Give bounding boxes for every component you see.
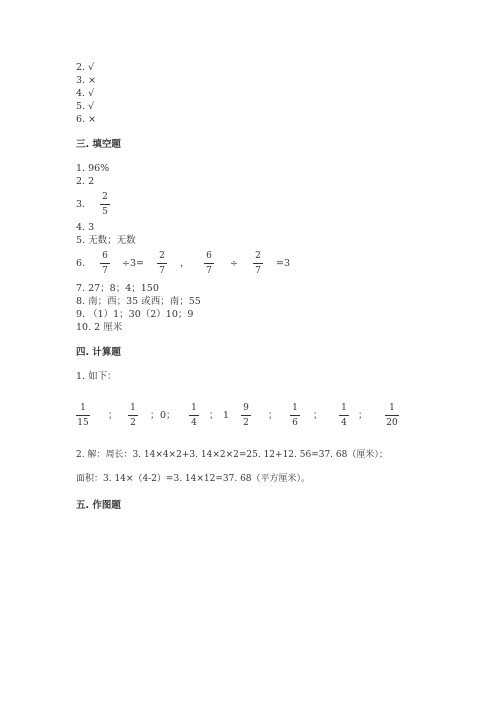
fill-answer-6-fraction-3: [204, 251, 214, 276]
fraction-numerator: 2: [255, 251, 261, 261]
fill-answer-1: 1. 96%: [76, 163, 110, 174]
fraction-bar: [100, 204, 110, 205]
separator: ；: [108, 410, 118, 421]
fraction-numerator: 1: [389, 403, 395, 413]
calc-fraction-7: [385, 403, 399, 428]
fill-answer-4: 4. 3: [76, 222, 95, 233]
fill-answer-9: 9. （1）1；30（2）10；9: [76, 309, 194, 320]
calc-fraction-6: [339, 403, 349, 428]
fill-answer-5: 5. 无数；无数: [76, 235, 136, 246]
fraction-numerator: 1: [130, 403, 136, 413]
judge-answer-5: 5. √: [76, 101, 95, 112]
fraction-denominator: 2: [243, 418, 249, 428]
equals-3-text: =3: [276, 258, 291, 269]
judge-answer-6: 6. ×: [76, 114, 97, 125]
fill-answer-6-label: 6.: [76, 258, 86, 269]
separator: ；: [209, 410, 219, 421]
separator: ；: [313, 410, 323, 421]
fraction-numerator: 1: [292, 403, 298, 413]
section-5-title: 五. 作图题: [76, 500, 121, 511]
fraction-bar: [253, 263, 263, 264]
fraction-bar: [204, 263, 214, 264]
fraction-denominator: 15: [77, 418, 89, 428]
judge-answer-2: 2. √: [76, 62, 95, 73]
divide-text: ÷: [230, 258, 238, 269]
judge-answer-3: 3. ×: [76, 75, 97, 86]
fraction-numerator: 1: [341, 403, 347, 413]
fill-answer-8: 8. 南；西；35 或西；南；55: [76, 296, 201, 307]
fraction-denominator: 4: [341, 418, 347, 428]
fraction-denominator: 7: [206, 266, 212, 276]
fill-answer-7: 7. 27；8；4；150: [76, 283, 159, 294]
fill-answer-10: 10. 2 厘米: [76, 322, 123, 333]
fill-answer-6-fraction-1: [100, 251, 110, 276]
fraction-bar: [385, 415, 399, 416]
fraction-numerator: 2: [102, 192, 108, 202]
section-3-title: 三. 填空题: [76, 139, 121, 150]
calc-answer-1-label: 1. 如下：: [76, 371, 117, 382]
comma-text: ，: [180, 258, 190, 269]
calc-answer-2-area: 面积：3. 14×（4-2）=3. 14×12=37. 68（平方厘米）。: [76, 474, 311, 484]
fraction-denominator: 4: [191, 418, 197, 428]
calc-fraction-3: [189, 403, 199, 428]
fraction-bar: [189, 415, 199, 416]
fraction-denominator: 7: [102, 266, 108, 276]
fraction-bar: [100, 263, 110, 264]
one-value: 1: [223, 410, 230, 421]
separator: ；: [150, 410, 160, 421]
fraction-numerator: 1: [80, 403, 86, 413]
fraction-denominator: 2: [130, 418, 136, 428]
calc-fraction-4: [241, 403, 251, 428]
fraction-numerator: 6: [206, 251, 212, 261]
calc-answer-2-perimeter: 2. 解：周长：3. 14×4×2+3. 14×2×2=25. 12+12. 56=37. 68（厘米）；: [76, 450, 388, 460]
fraction-bar: [339, 415, 349, 416]
fraction-numerator: 2: [159, 251, 165, 261]
fraction-bar: [76, 415, 90, 416]
section-4-title: 四. 计算题: [76, 347, 121, 358]
calc-fraction-2: [128, 403, 138, 428]
fill-answer-3-fraction: [100, 192, 110, 217]
fraction-bar: [290, 415, 300, 416]
fraction-denominator: 6: [292, 418, 298, 428]
fill-answer-2: 2. 2: [76, 176, 95, 187]
fraction-denominator: 5: [102, 207, 108, 217]
fraction-denominator: 7: [159, 266, 165, 276]
judge-answer-4: 4. √: [76, 88, 95, 99]
divide-by-3-text: ÷3=: [122, 258, 144, 269]
fraction-bar: [128, 415, 138, 416]
separator: ；: [268, 410, 278, 421]
fill-answer-3-label: 3.: [76, 199, 86, 210]
fraction-denominator: 7: [255, 266, 261, 276]
fraction-numerator: 9: [243, 403, 249, 413]
fill-answer-6-fraction-4: [253, 251, 263, 276]
fill-answer-6-fraction-2: [157, 251, 167, 276]
fraction-bar: [241, 415, 251, 416]
zero-value: 0；: [160, 410, 176, 421]
separator: ；: [358, 410, 368, 421]
calc-fraction-1: [76, 403, 90, 428]
fraction-bar: [157, 263, 167, 264]
fraction-denominator: 20: [386, 418, 398, 428]
fraction-numerator: 6: [102, 251, 108, 261]
fraction-numerator: 1: [191, 403, 197, 413]
calc-fraction-5: [290, 403, 300, 428]
